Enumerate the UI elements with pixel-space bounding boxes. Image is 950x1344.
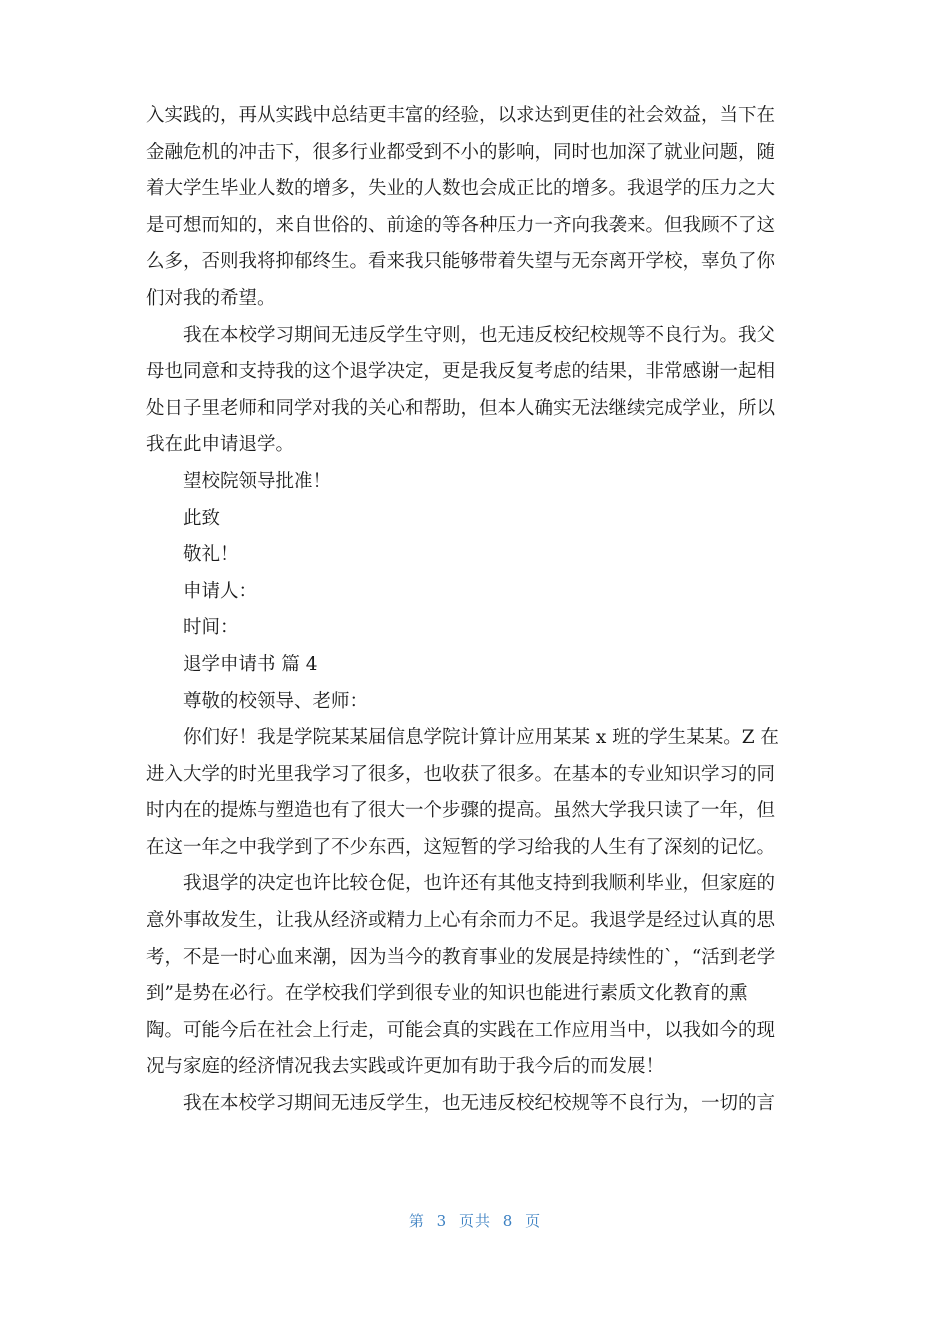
- text-line: 尊敬的校领导、老师：: [183, 690, 369, 712]
- page-number-footer: 第 3 页共 8 页: [408, 1212, 542, 1230]
- text-line: 到”是势在必行。在学校我们学到很专业的知识也能进行素质文化教育的熏: [146, 983, 748, 1005]
- paragraph: [146, 537, 806, 574]
- text-line: 时内在的提炼与塑造也有了很大一个步骤的提高。虽然大学我只读了一年，但: [146, 800, 776, 822]
- paragraph: [146, 610, 806, 647]
- paragraph: [146, 318, 806, 464]
- document-body: [146, 98, 806, 1123]
- text-line: 考，不是一时心血来潮，因为当今的教育事业的发展是持续性的`，“活到老学: [146, 946, 776, 968]
- text-line: 着大学生毕业人数的增多，失业的人数也会成正比的增多。我退学的压力之大: [146, 178, 776, 200]
- text-line: 处日子里老师和同学对我的关心和帮助，但本人确实无法继续完成学业，所以: [146, 397, 776, 419]
- text-line: 申请人：: [183, 580, 258, 602]
- text-line: 进入大学的时光里我学习了很多，也收获了很多。在基本的专业知识学习的同: [146, 763, 776, 785]
- text-line: 我在此申请退学。: [146, 434, 295, 456]
- text-line: 意外事故发生，让我从经济或精力上心有余而力不足。我退学是经过认真的思: [146, 910, 776, 932]
- text-line: 退学申请书 篇 4: [183, 653, 318, 675]
- paragraph: [146, 684, 806, 721]
- text-line: 母也同意和支持我的这个退学决定，更是我反复考虑的结果，非常感谢一起相: [146, 361, 776, 383]
- text-line: 你们好！我是学院某某届信息学院计算计应用某某 x 班的学生某某。Z 在: [183, 727, 779, 749]
- paragraph: [146, 1086, 806, 1123]
- text-line: 们对我的希望。: [146, 287, 276, 309]
- text-line: 在这一年之中我学到了不少东西，这短暂的学习给我的人生有了深刻的记忆。: [146, 836, 776, 858]
- text-line: 我退学的决定也许比较仓促，也许还有其他支持到我顺利毕业，但家庭的: [183, 873, 776, 895]
- paragraph: [146, 464, 806, 501]
- text-line: 是可想而知的，来自世俗的、前途的等各种压力一齐向我袭来。但我顾不了这: [146, 214, 776, 236]
- paragraph: [146, 720, 806, 866]
- text-line: 陶。可能今后在社会上行走，可能会真的实践在工作应用当中，以我如今的现: [146, 1019, 776, 1041]
- text-line: 此致: [183, 507, 221, 529]
- paragraph: [146, 866, 806, 1086]
- text-line: 我在本校学习期间无违反学生，也无违反校纪校规等不良行为，一切的言: [183, 1093, 776, 1115]
- text-line: 敬礼！: [183, 544, 239, 566]
- text-line: 我在本校学习期间无违反学生守则，也无违反校纪校规等不良行为。我父: [183, 324, 776, 346]
- paragraph: [146, 647, 806, 684]
- text-line: 入实践的，再从实践中总结更丰富的经验，以求达到更佳的社会效益，当下在: [146, 105, 776, 126]
- paragraph: [146, 501, 806, 538]
- text-line: 况与家庭的经济情况我去实践或许更加有助于我今后的而发展！: [146, 1056, 665, 1078]
- text-line: 么多，否则我将抑郁终生。看来我只能够带着失望与无奈离开学校，辜负了你: [146, 251, 776, 273]
- paragraph: [146, 98, 806, 318]
- paragraph: [146, 574, 806, 611]
- text-line: 时间：: [183, 617, 239, 639]
- text-line: 金融危机的冲击下，很多行业都受到不小的影响，同时也加深了就业问题，随: [146, 141, 776, 163]
- text-line: 望校院领导批准！: [183, 470, 332, 492]
